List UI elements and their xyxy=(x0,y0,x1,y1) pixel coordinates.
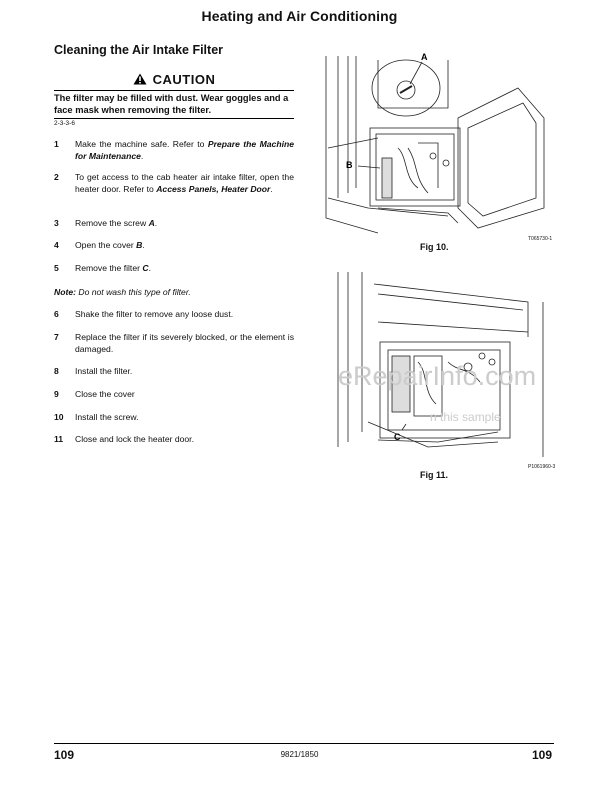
page-number-right: 109 xyxy=(532,748,553,762)
figure-10-caption: Fig 10. xyxy=(420,242,449,252)
figure-11-caption: Fig 11. xyxy=(420,470,449,480)
warning-triangle-icon xyxy=(133,73,147,85)
step-number: 1 xyxy=(54,139,59,149)
step-number: 11 xyxy=(54,434,64,444)
step-text: Install the screw. xyxy=(75,412,139,422)
step-number: 4 xyxy=(54,240,59,250)
page-header-title: Heating and Air Conditioning xyxy=(201,8,398,24)
section-title: Cleaning the Air Intake Filter xyxy=(54,43,224,57)
step-text: To get access to the cab heater air intake filter, open the heater door. Refer to Access Panels, Heater Door. xyxy=(75,172,294,194)
figure-10-illustration xyxy=(318,48,558,236)
step-number: 3 xyxy=(54,218,59,228)
note: Note: Do not wash this type of filter. xyxy=(54,287,191,297)
step-text: Install the filter. xyxy=(75,366,133,376)
caution-label: CAUTION xyxy=(152,71,216,87)
step-text: Make the machine safe. Refer to Prepare the Machine for Maintenance. xyxy=(75,139,294,161)
figure-11-label-c: C xyxy=(394,432,401,442)
step-number: 5 xyxy=(54,263,59,273)
step-text: Shake the filter to remove any loose dust. xyxy=(75,309,234,319)
figure-11-code: P1061960-3 xyxy=(528,464,556,470)
step-text: Remove the screw A. xyxy=(75,218,158,228)
step-number: 2 xyxy=(54,172,59,182)
step-text: Close the cover xyxy=(75,389,135,399)
step-number: 7 xyxy=(54,332,59,342)
step-number: 8 xyxy=(54,366,59,376)
figure-10-code: T065730-1 xyxy=(528,236,553,242)
step-text: Replace the filter if its severely blocked, or the element is damaged. xyxy=(75,332,294,354)
caution-banner xyxy=(54,68,294,91)
page-number-left: 109 xyxy=(54,748,75,762)
step-text: Remove the filter C. xyxy=(75,263,151,273)
step-number: 9 xyxy=(54,389,59,399)
step-text: Open the cover B. xyxy=(75,240,145,250)
caution-ref-code: 2-3-3-6 xyxy=(54,120,75,127)
watermark-subtext: n this sample xyxy=(430,410,501,424)
step-number: 6 xyxy=(54,309,59,319)
caution-text: The filter may be filled with dust. Wear goggles and a face mask when removing the filter. xyxy=(54,92,294,119)
step-number: 10 xyxy=(54,412,64,422)
footer-rule xyxy=(54,743,554,744)
watermark-text: eRepairInfo.com xyxy=(338,361,537,391)
figure-10-label-a: A xyxy=(421,52,428,62)
figure-10-label-b: B xyxy=(346,160,353,170)
document-code: 9821/1850 xyxy=(280,750,319,759)
step-text: Close and lock the heater door. xyxy=(75,434,194,444)
